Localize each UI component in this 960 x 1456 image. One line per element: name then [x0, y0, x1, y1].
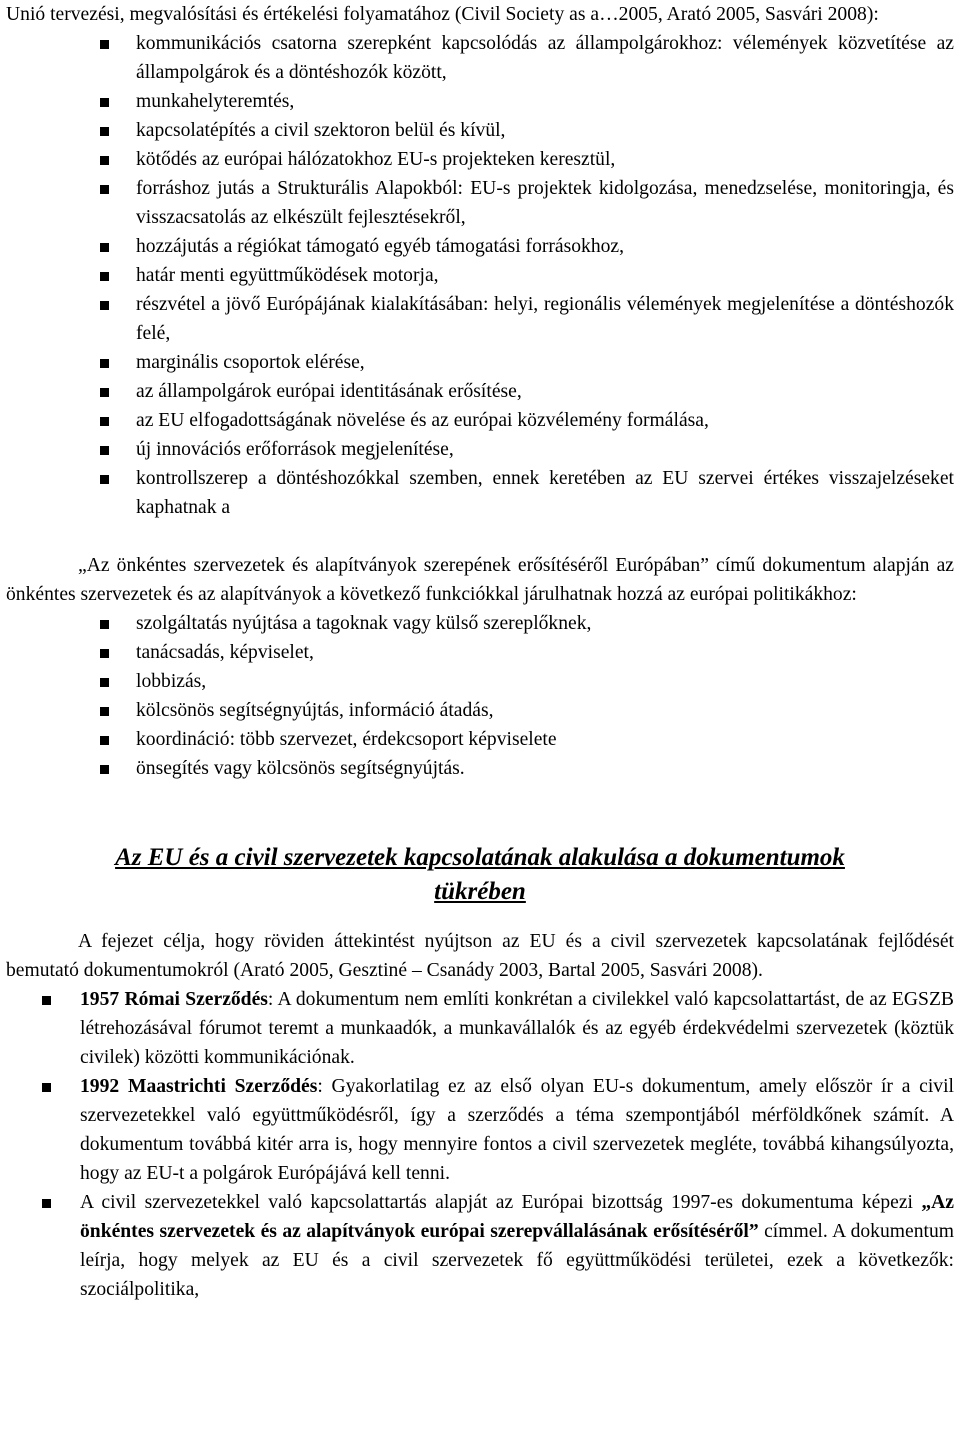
- square-bullet-icon: [42, 996, 51, 1005]
- list-item-text: új innovációs erőforrások megjelenítése,: [136, 439, 454, 460]
- section-heading-line: tükrében: [434, 878, 526, 905]
- square-bullet-icon: [100, 446, 109, 455]
- document-title: 1957 Római Szerződés: [80, 989, 268, 1010]
- list-item: [6, 667, 954, 696]
- document-text: címmel. A dokumentum leírja, hogy melyek az EU és a civil szervezetek fő együttműködési területei, ezek a következők: szociálpolitika,: [80, 1221, 954, 1300]
- list-item-text: szolgáltatás nyújtása a tagoknak vagy külső szereplőknek,: [136, 613, 592, 634]
- square-bullet-icon: [100, 127, 109, 136]
- list-item-text: marginális csoportok elérése,: [136, 352, 365, 373]
- list-item-text: az állampolgárok európai identitásának erősítése,: [136, 381, 522, 402]
- list-item: [6, 1188, 954, 1304]
- spacer: [6, 522, 954, 551]
- list-item: [6, 87, 954, 116]
- square-bullet-icon: [100, 301, 109, 310]
- list-item-text: önsegítés vagy kölcsönös segítségnyújtás.: [136, 758, 465, 779]
- list-item: [6, 290, 954, 348]
- list-item: [6, 348, 954, 377]
- list-item: [6, 232, 954, 261]
- square-bullet-icon: [42, 1083, 51, 1092]
- list-item-text: hozzájutás a régiókat támogató egyéb támogatási forrásokhoz,: [136, 236, 625, 257]
- list-item: [6, 377, 954, 406]
- square-bullet-icon: [100, 678, 109, 687]
- intro-paragraph: Unió tervezési, megvalósítási és értékelési folyamatához (Civil Society as a…2005, Arató 2005, Sasvári 2008):: [6, 4, 879, 25]
- list-item-text: kommunikációs csatorna szerepként kapcsolódás az állampolgárokhoz: vélemények közvetítése az állampolgárok és a döntéshozók között,: [136, 33, 954, 83]
- list-item-text: határ menti együttműködések motorja,: [136, 265, 439, 286]
- square-bullet-icon: [100, 707, 109, 716]
- square-bullet-icon: [100, 620, 109, 629]
- list-item: [6, 638, 954, 667]
- list-item: [6, 174, 954, 232]
- list-item-text: kontrollszerep a döntéshozókkal szemben, ennek keretében az EU szervei értékes visszajelzéseket kaphatnak a: [136, 468, 954, 518]
- document-title: 1992 Maastrichti Szerződés: [80, 1076, 318, 1097]
- list-item: [6, 609, 954, 638]
- square-bullet-icon: [100, 765, 109, 774]
- list-item-text: koordináció: több szervezet, érdekcsoport képviselete: [136, 729, 557, 750]
- document-text: : Gyakorlatilag ez az első olyan EU-s dokumentum, amely először ír a civil szervezetekkel való együttműködésről, így a szerződés a téma szempontjából mérföldkőnek számít. A dokumentum továbbá kitér arra is, hogy mennyire fontos a civil szervezetek megléte, továbbá kihangsúlyozta, hogy az EU-t a polgárok Európájává kell tenni.: [80, 1076, 954, 1184]
- square-bullet-icon: [100, 243, 109, 252]
- list-item: [6, 29, 954, 87]
- document-page: [6, 0, 954, 1304]
- square-bullet-icon: [100, 40, 109, 49]
- list-item-text: kölcsönös segítségnyújtás, információ átadás,: [136, 700, 494, 721]
- square-bullet-icon: [100, 388, 109, 397]
- list-item-text: forráshoz jutás a Strukturális Alapokból: EU-s projektek kidolgozása, menedzselése, monitoringja, és visszacsatolás az elkészült fejlesztésekről,: [136, 178, 954, 228]
- document-text: : A dokumentum nem említi konkrétan a civilekkel való kapcsolattartást, de az EGSZB létrehozásával fórumot teremt a munkaadók, a munkavállalók és az egyéb érdekvédelmi szervezetek (köztük civilek) közötti kommunikációnak.: [80, 989, 954, 1068]
- list-item: [6, 725, 954, 754]
- square-bullet-icon: [100, 417, 109, 426]
- chapter-paragraph: A fejezet célja, hogy röviden áttekintést nyújtson az EU és a civil szervezetek kapcsolatának fejlődését bemutató dokumentumokról (Arató 2005, Gesztiné – Csanády 2003, Bartal 2005, Sasvári 2008).: [6, 931, 954, 981]
- list-item: [6, 406, 954, 435]
- square-bullet-icon: [100, 98, 109, 107]
- square-bullet-icon: [42, 1199, 51, 1208]
- documents-list: [6, 985, 954, 1304]
- list-item: [6, 754, 954, 783]
- list-item-text: lobbizás,: [136, 671, 207, 692]
- functions-paragraph: „Az önkéntes szervezetek és alapítványok szerepének erősítéséről Európában” című dokumentum alapján az önkéntes szervezetek és az alapítványok a következő funkciókkal járulhatnak hozzá az európai politikákhoz:: [6, 555, 954, 605]
- list-item: [6, 464, 954, 522]
- list-item: [6, 1072, 954, 1188]
- document-title: „Az önkéntes szervezetek és az alapítványok európai szerepvállalásának erősítéséről”: [80, 1192, 954, 1242]
- list-item-text: tanácsadás, képviselet,: [136, 642, 314, 663]
- square-bullet-icon: [100, 475, 109, 484]
- list-item-text: munkahelyteremtés,: [136, 91, 295, 112]
- document-text: A civil szervezetekkel való kapcsolattartás alapját az Európai bizottság 1997-es dokumentuma képezi: [80, 1192, 922, 1213]
- list-item: [6, 116, 954, 145]
- square-bullet-icon: [100, 185, 109, 194]
- list-item-text: kötődés az európai hálózatokhoz EU-s projekteken keresztül,: [136, 149, 616, 170]
- list-item-text: az EU elfogadottságának növelése és az európai közvélemény formálása,: [136, 410, 709, 431]
- square-bullet-icon: [100, 649, 109, 658]
- list-item: [6, 435, 954, 464]
- list-item: [6, 696, 954, 725]
- square-bullet-icon: [100, 736, 109, 745]
- section-heading-line: Az EU és a civil szervezetek kapcsolatának alakulása a dokumentumok: [115, 844, 845, 871]
- roles-list: [6, 29, 954, 522]
- list-item: [6, 145, 954, 174]
- square-bullet-icon: [100, 156, 109, 165]
- functions-list: [6, 609, 954, 783]
- list-item-text: részvétel a jövő Európájának kialakításában: helyi, regionális vélemények megjelenítése a döntéshozók felé,: [136, 294, 954, 344]
- list-item: [6, 261, 954, 290]
- list-item-text: kapcsolatépítés a civil szektoron belül és kívül,: [136, 120, 506, 141]
- section-heading: [6, 841, 954, 909]
- spacer: [6, 783, 954, 841]
- list-item: [6, 985, 954, 1072]
- square-bullet-icon: [100, 272, 109, 281]
- spacer: [6, 909, 954, 927]
- square-bullet-icon: [100, 359, 109, 368]
